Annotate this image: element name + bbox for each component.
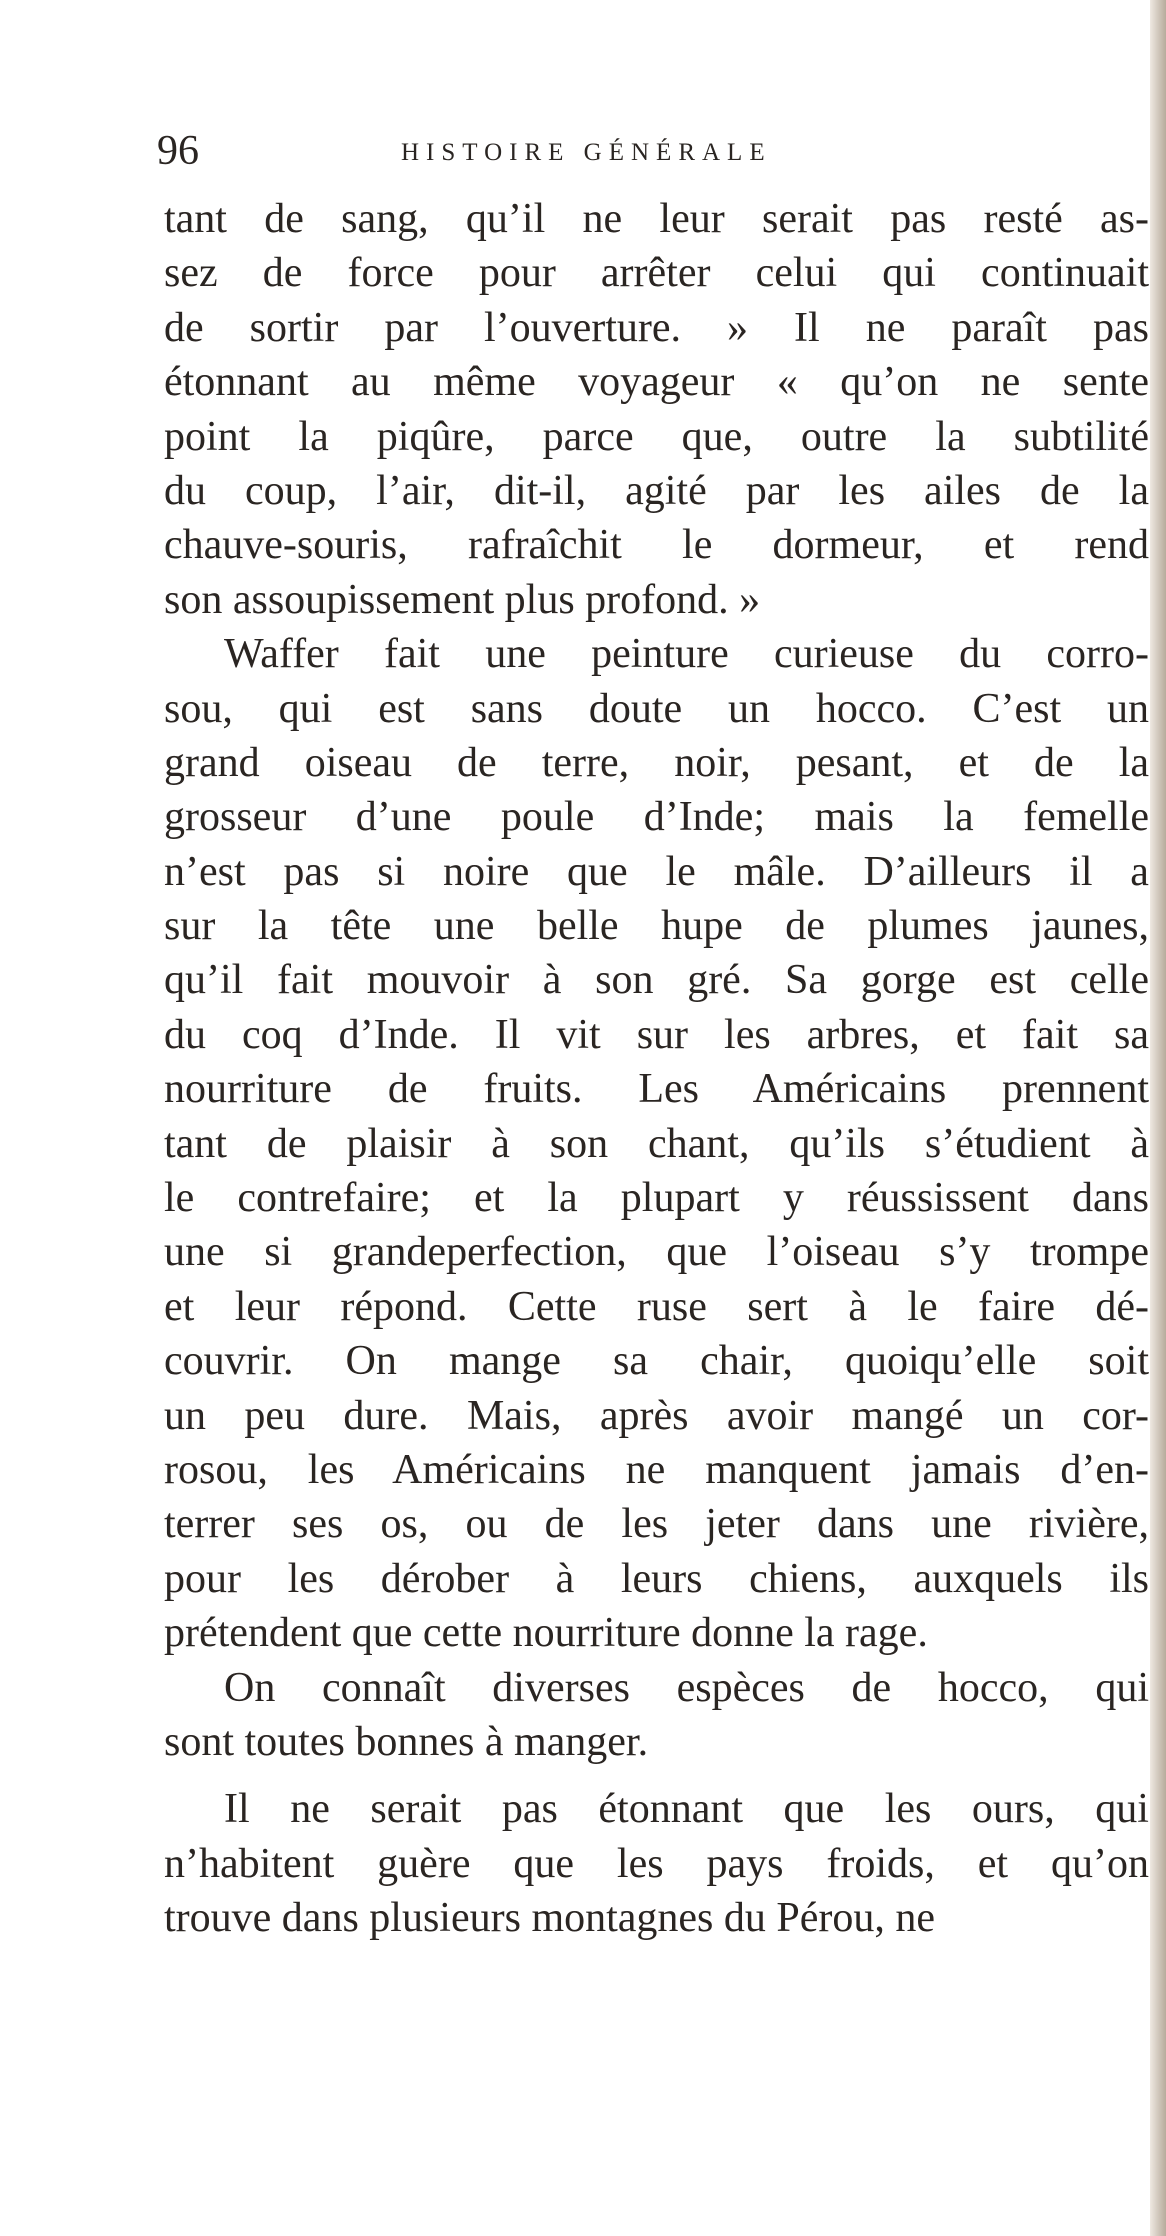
text-line-content: sur la tête une belle hupe de plumes jaunes, — [164, 903, 1150, 950]
text-line — [164, 1606, 1152, 1660]
text-line-content: un peu dure. Mais, après avoir mangé un cor- — [164, 1392, 1150, 1439]
text-line-content: sont toutes bonnes à manger. — [164, 1718, 649, 1765]
text-line — [164, 1782, 1152, 1836]
text-line-content: du coq d’Inde. Il vit sur les arbres, et fait sa — [164, 1011, 1149, 1058]
text-line — [164, 355, 1152, 409]
text-line-content: grosseur d’une poule d’Inde; mais la femelle — [164, 794, 1150, 841]
running-header — [157, 126, 937, 176]
text-line-content: tant de sang, qu’il ne leur serait pas resté as- — [164, 196, 1149, 242]
running-title: HISTOIRE GÉNÉRALE — [401, 139, 772, 166]
text-line-content: qu’il fait mouvoir à son gré. Sa gorge est celle — [164, 957, 1149, 1004]
text-line-content: On connaît diverses espèces de hocco, qui — [224, 1664, 1150, 1711]
text-line-content: trouve dans plusieurs montagnes du Pérou, ne — [164, 1895, 936, 1942]
text-line-content: tant de plaisir à son chant, qu’ils s’étudient à — [164, 1120, 1150, 1167]
text-line-content: une si grandeperfection, que l’oiseau s’y trompe — [164, 1229, 1149, 1276]
text-line — [164, 1837, 1152, 1891]
text-line — [164, 1225, 1152, 1279]
page-edge — [1150, 0, 1166, 2236]
text-line — [164, 246, 1152, 300]
text-line — [164, 1117, 1152, 1171]
text-line-content: couvrir. On mange sa chair, quoiqu’elle soit — [164, 1338, 1149, 1385]
text-line — [164, 953, 1152, 1007]
text-line — [164, 1497, 1152, 1551]
text-line-content: chauve-souris, rafraîchit le dormeur, et rend — [164, 522, 1149, 569]
body-text — [164, 192, 1152, 1946]
text-line — [164, 1280, 1152, 1334]
text-line — [164, 410, 1152, 464]
text-line-content: nourriture de fruits. Les Américains prennent — [164, 1066, 1149, 1113]
text-line — [164, 1891, 1152, 1945]
text-line — [164, 682, 1152, 736]
text-line-content: prétendent que cette nourriture donne la rage. — [164, 1610, 928, 1657]
text-line — [164, 1715, 1152, 1769]
text-line-content: du coup, l’air, dit-il, agité par les ailes de la — [164, 467, 1149, 514]
text-line — [164, 627, 1152, 681]
text-line — [164, 1171, 1152, 1225]
text-line-content: sez de force pour arrêter celui qui continuait — [164, 250, 1150, 297]
text-line-content: n’est pas si noire que le mâle. D’ailleurs il a — [164, 848, 1149, 895]
text-line — [164, 736, 1152, 790]
text-line-content: de sortir par l’ouverture. » Il ne paraît pas — [164, 304, 1149, 351]
text-line — [164, 1552, 1152, 1606]
text-line — [164, 192, 1152, 246]
text-line — [164, 1008, 1152, 1062]
text-line-content: n’habitent guère que les pays froids, et qu’on — [164, 1840, 1149, 1887]
text-line — [164, 845, 1152, 899]
text-line — [164, 464, 1152, 518]
text-line — [164, 899, 1152, 953]
text-line — [164, 1334, 1152, 1388]
text-line — [164, 1661, 1152, 1715]
text-line — [164, 1062, 1152, 1116]
text-line-content: étonnant au même voyageur « qu’on ne sente — [164, 359, 1150, 406]
text-line — [164, 1443, 1152, 1497]
text-line-content: son assoupissement plus profond. » — [164, 576, 761, 623]
text-line-content: sou, qui est sans doute un hocco. C’est un — [164, 685, 1149, 732]
text-line-content: rosou, les Américains ne manquent jamais d’en- — [164, 1446, 1149, 1493]
text-line-content: point la piqûre, parce que, outre la subtilité — [164, 413, 1149, 460]
text-line-content: terrer ses os, ou de les jeter dans une rivière, — [164, 1501, 1149, 1548]
text-line — [164, 790, 1152, 844]
text-line — [164, 518, 1152, 572]
text-line-content: le contrefaire; et la plupart y réussissent dans — [164, 1175, 1149, 1222]
text-line-content: pour les dérober à leurs chiens, auxquels ils — [164, 1555, 1150, 1602]
text-line-content: Il ne serait pas étonnant que les ours, qui — [224, 1786, 1149, 1833]
text-line-content: Waffer fait une peinture curieuse du corro- — [224, 631, 1150, 678]
text-line — [164, 1389, 1152, 1443]
text-line — [164, 573, 1152, 627]
text-line-content: grand oiseau de terre, noir, pesant, et de la — [164, 739, 1150, 786]
text-line-content: et leur répond. Cette ruse sert à le faire dé- — [164, 1283, 1149, 1330]
page-number: 96 — [157, 128, 199, 174]
text-line — [164, 301, 1152, 355]
